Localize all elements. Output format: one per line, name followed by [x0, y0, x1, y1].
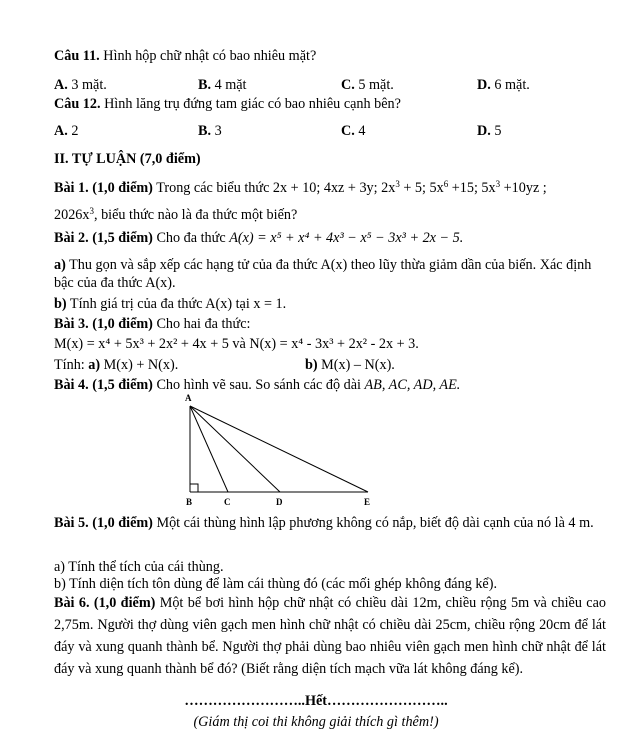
q12-option-b: B. 3: [198, 123, 222, 139]
bai-3-polys: M(x) = x⁴ + 5x³ + 2x² + 4x + 5 và N(x) = x⁴ - 3x³ + 2x² - 2x + 3.: [54, 336, 419, 352]
q11-option-a: A. 3 mặt.: [54, 77, 107, 93]
q12-option-d: D. 5: [477, 123, 502, 139]
bai-4: Bài 4. (1,5 điểm) Cho hình vẽ sau. So sánh các độ dài AB, AC, AD, AE.: [54, 377, 461, 393]
segment-ac: [190, 406, 228, 492]
q11-option-b: B. 4 mặt: [198, 77, 247, 93]
bai-5-part-b: b) Tính diện tích tôn dùng để làm cái thùng đó (các mối ghép không đáng kể).: [54, 576, 497, 592]
question-12: Câu 12. Hình lăng trụ đứng tam giác có bao nhiêu cạnh bên?: [54, 96, 401, 112]
point-e-label: E: [364, 497, 371, 507]
bai-2-part-a: a) Thu gọn và sắp xếp các hạng tử của đa thức A(x) theo lũy thừa giảm dần của biến. Xác định bậc của đa thức A(x).: [54, 257, 592, 291]
question-11: Câu 11. Hình hộp chữ nhật có bao nhiêu mặt?: [54, 48, 317, 64]
proctor-note: (Giám thị coi thi không giải thích gì thêm!): [193, 714, 439, 730]
right-angle-mark: [190, 484, 198, 492]
q11-option-c: C. 5 mặt.: [341, 77, 394, 93]
section-heading: II. TỰ LUẬN (7,0 điểm): [54, 151, 201, 167]
q12-option-c: C. 4: [341, 123, 366, 139]
bai-3-tinh: Tính: a) M(x) + N(x).: [54, 357, 179, 373]
segment-ae: [190, 406, 368, 492]
bai-2: Bài 2. (1,5 điểm) Cho đa thức A(x) = x⁵ + x⁴ + 4x³ − x⁵ − 3x³ + 2x − 5.: [54, 230, 464, 246]
point-a-label: A: [185, 393, 192, 403]
bai-2-part-b: b) Tính giá trị của đa thức A(x) tại x = 1.: [54, 296, 287, 312]
point-c-label: C: [224, 497, 231, 507]
bai-3-part-b: b) M(x) – N(x).: [305, 357, 395, 373]
q11-option-d: D. 6 mặt.: [477, 77, 530, 93]
end-marker: ……………………..Hết……………………..: [184, 693, 448, 709]
bai-5: Bài 5. (1,0 điểm) Một cái thùng hình lập phương không có nắp, biết độ dài cạnh của nó là 4 m.: [54, 515, 594, 531]
segment-ad: [190, 406, 280, 492]
bai-1-line-2: $2026x^3$, biểu thức nào là đa thức một biến?: [54, 206, 298, 223]
point-b-label: B: [186, 497, 193, 507]
q12-option-a: A. 2: [54, 123, 79, 139]
point-d-label: D: [276, 497, 283, 507]
triangle-figure: [180, 392, 380, 508]
bai-6: Bài 6. (1,0 điểm) Một bể bơi hình hộp chữ nhật có chiều dài 12m, chiều rộng 5m và chiều cao 2,75m. Người thợ dùng viên gạch men hình chữ nhật có chiều dài 25cm, chiều rộng 20cm để lát đáy và xung quanh thành bể. Người thợ phải dùng bao nhiêu viên gạch men hình chữ nhật để lát đáy và xung quanh thành bể đó? (Biết rằng diện tích mạch vữa lát không đáng kể).: [54, 595, 606, 677]
bai-5-part-a: a) Tính thể tích của cái thùng.: [54, 559, 224, 575]
bai-1: Bài 1. (1,0 điểm) Trong các biểu thức 2x + 10; 4xz + 3y; $2x^3 + 5$; $5x^6 +15$; $5x^3 +10yz$ ;: [54, 179, 547, 196]
bai-3: Bài 3. (1,0 điểm) Cho hai đa thức:: [54, 316, 251, 332]
